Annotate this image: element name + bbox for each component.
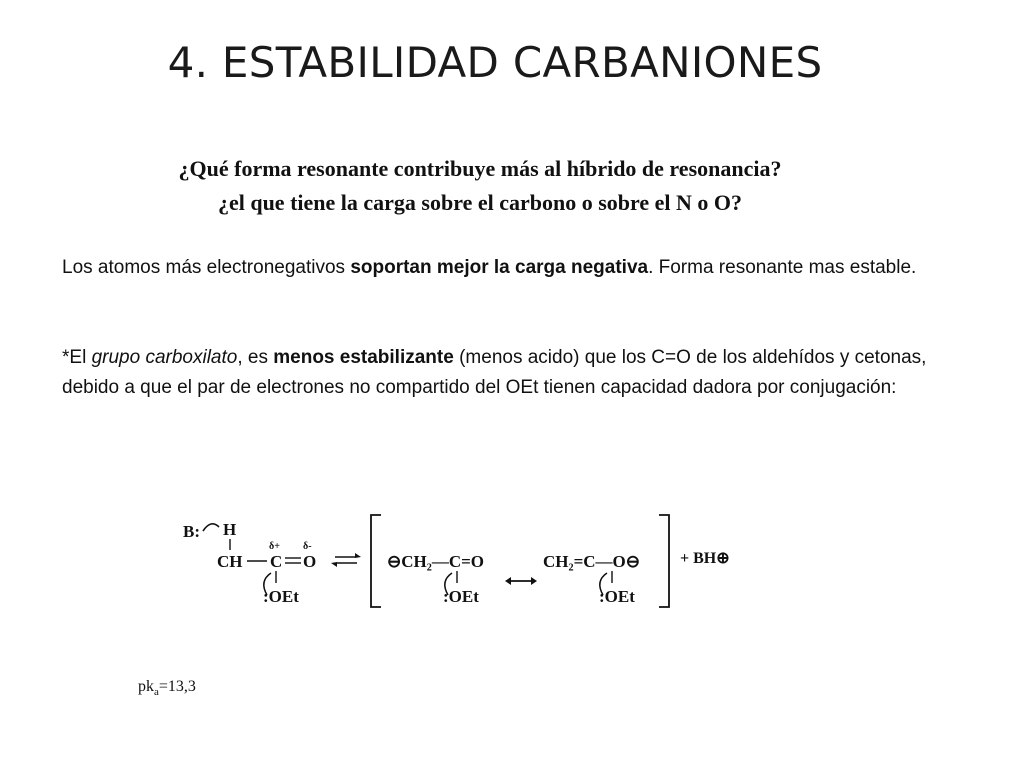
equilibrium-backward-head-icon xyxy=(331,562,337,567)
base-curved-arrow-icon xyxy=(203,524,219,531)
slide-title: 4. ESTABILIDAD CARBANIONES xyxy=(167,38,823,87)
pka-subscript: a xyxy=(154,686,159,699)
paragraph2-prefix: *El xyxy=(62,347,92,368)
question-line-1: ¿Qué forma resonante contribuye más al híbrido de resonancia? xyxy=(178,156,782,181)
paragraph-electronegative xyxy=(62,253,962,283)
resonance-arrow-right-head-icon xyxy=(531,577,537,585)
res2-oet: :OEt xyxy=(599,587,635,606)
scheme-oet: :OEt xyxy=(263,587,299,606)
paragraph1-text-before: Los atomos más electronegativos xyxy=(62,257,351,278)
paragraph2-bold: menos estabilizante xyxy=(273,347,454,368)
pka-number: =13,3 xyxy=(158,678,196,695)
paragraph2-rest: (menos acido) que los C=O de los aldehídos y cetonas, debido a que el par de electrones no compartido del OEt tienen capacidad dadora por conjugación: xyxy=(62,347,927,398)
resonance-scheme xyxy=(175,505,775,620)
pka-label: pk xyxy=(138,678,154,695)
delta-minus: δ- xyxy=(303,541,312,552)
equilibrium-forward-head-icon xyxy=(355,553,361,558)
resonance-arrow-left-head-icon xyxy=(505,577,511,585)
scheme-ch: CH xyxy=(217,552,243,571)
delta-plus: δ+ xyxy=(269,541,280,552)
paragraph2-italic: grupo carboxilato xyxy=(91,347,238,368)
resonance-form-1: ⊖CH₂—C=O xyxy=(387,552,485,571)
scheme-o: O xyxy=(303,552,317,571)
pka-value xyxy=(138,678,196,698)
scheme-c: C xyxy=(270,552,283,571)
res1-oet: :OEt xyxy=(443,587,479,606)
paragraph-carboxylate xyxy=(62,343,962,403)
bracket-right xyxy=(659,515,669,607)
paragraph1-text-after: . Forma resonante mas estable. xyxy=(648,257,917,278)
paragraph2-mid: , es xyxy=(237,347,274,368)
bracket-left xyxy=(371,515,381,607)
resonance-form-2: CH₂=C—O⊖ xyxy=(543,552,641,571)
question-line-2: ¿el que tiene la carga sobre el carbono o sobre el N o O? xyxy=(217,190,743,215)
scheme-bh: + BH⊕ xyxy=(680,550,730,567)
scheme-base: B: xyxy=(183,522,200,541)
scheme-h: H xyxy=(223,520,237,539)
paragraph1-bold: soportan mejor la carga negativa xyxy=(350,257,649,278)
